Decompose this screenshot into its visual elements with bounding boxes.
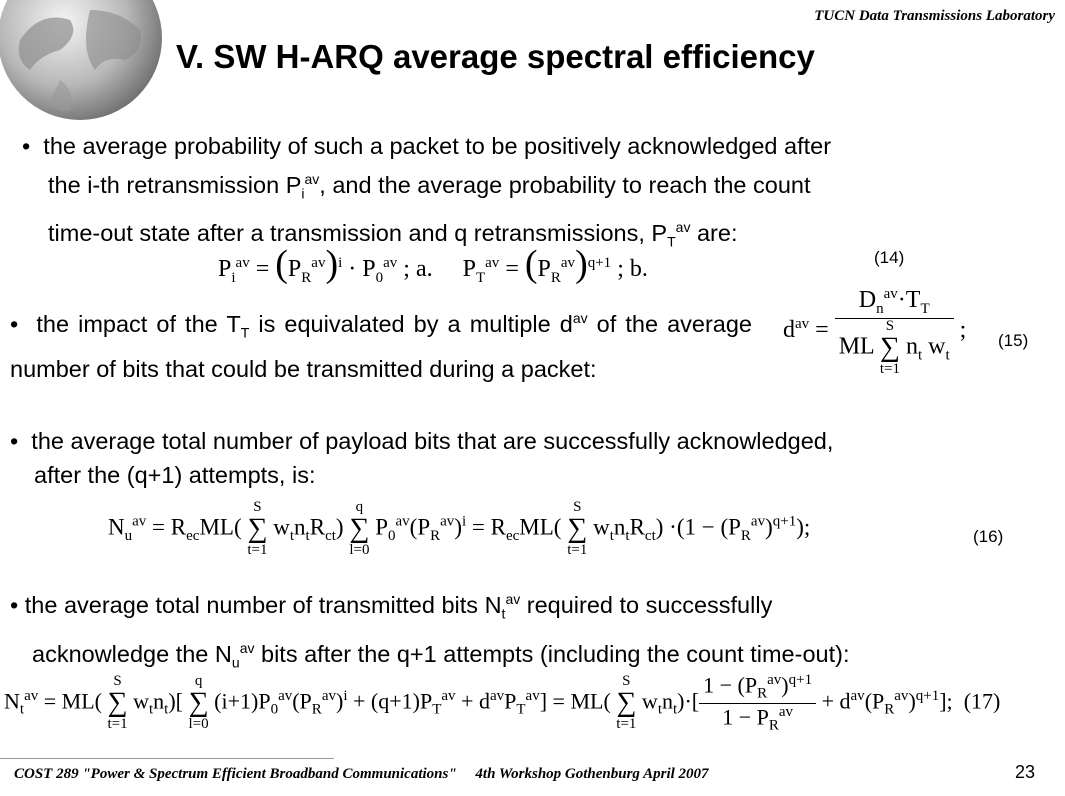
equation-number-16: (16) [973, 527, 1004, 546]
slide-title: V. SW H-ARQ average spectral efficiency [176, 38, 815, 75]
bullet-1-line-3a: time-out state after a transmission and q retransmissions, P [48, 219, 668, 246]
bullet-1-line-3b: are: [690, 219, 738, 246]
bullet-1-line-2b: , and the average probability to reach the count [319, 171, 811, 198]
equation-number-17: (17) [963, 688, 1001, 714]
equation-14: $P_i^{av} = (P_R^{av})^i \cdot P_0^{av}$ ; a. $P_T^{av} = (P_R^{av})^{q+1}$ ; b. [218, 243, 648, 286]
equation-number-14: (14) [874, 248, 905, 267]
equation-15: $d^{av}$ = $D_n^{av}\cdot T_T$ ML S ∑ t=1 $n_t$ $w_t$ ; [783, 286, 967, 377]
bullet-1: • the average probability of such a packet to be positively acknowledged after the i-th retransmission $P_i^{av}$, and the average probability to reach the count time-out state after a transmission and q retransmissions, $P_T^{av}$ are: [22, 133, 832, 250]
bullet-dot: • [10, 310, 37, 337]
bullet-1-line-1: the average probability of such a packet to be positively acknowledged after [43, 133, 832, 159]
equation-17: $N_t^{av} = ML$( S ∑ t=1 $w_tn_t$)[ q ∑ l=0 $(i+1)P_0^{av}(P_R^{av})^i + (q+1)P_T^{av} + d^{av}P_T^{av}] = ML$( S ∑ t=1 $w_tn_t)\cdot$[ $\frac{1 - (P_R^{av})^{q+1}}{1 - P_R^{av}}$ + $d^{av}(P_R^{av})^{q+1}$]; (17) [4, 672, 1001, 734]
bullet-4: • the average total number of transmitted bits $N_t^{av}$ required to successfully acknowledge the $N_u^{av}$ bits after the q+1 attempts (including the count time-out): [10, 591, 850, 671]
footer-text: COST 289 "Power & Spectrum Efficient Broadband Communications" 4th Workshop Gothenburg April 2007 [14, 766, 709, 782]
bullet-dot: • [10, 591, 25, 618]
globe-logo [0, 0, 180, 140]
equation-16: $N_u^{av} = R_{ec}ML$( S ∑ t=1 $w_tn_tR_{ct}$) q ∑ l=0 $P_0^{av}(P_R^{av})^i = R_{ec}ML$( S ∑ t=1 $w_tn_tR_{ct}) \cdot(1 - (P_R^{av})^{q+1})$; [108, 499, 811, 558]
page-number: 23 [1014, 762, 1035, 782]
footer-divider [0, 758, 334, 759]
equation-number-15: (15) [998, 331, 1029, 350]
bullet-3: • the average total number of payload bits that are successfully acknowledged, after the (q+1) attempts, is: [10, 428, 834, 488]
bullet-2: • the impact of the $T_T$ is equivalated by a multiple $d^{av}$ of the average number of bits that could be transmitted during a packet: [10, 310, 752, 382]
lab-name: TUCN Data Transmissions Laboratory [814, 8, 1055, 24]
bullet-1-line-2a: the i-th retransmission P [48, 171, 302, 198]
bullet-dot: • [22, 133, 44, 159]
bullet-dot: • [10, 428, 32, 454]
